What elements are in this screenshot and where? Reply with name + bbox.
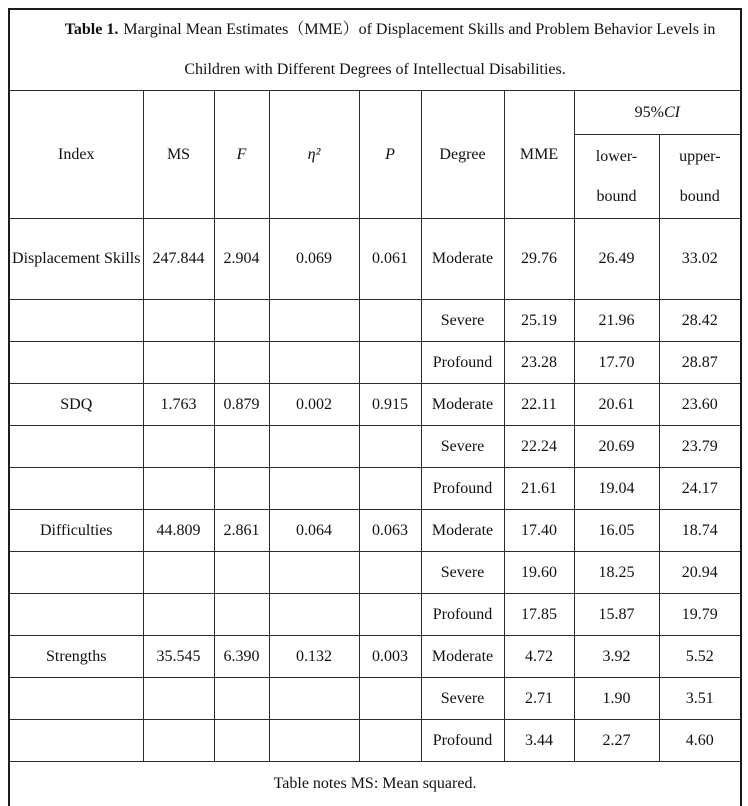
cell-eta2 <box>269 678 359 720</box>
cell-eta2: 0.064 <box>269 510 359 552</box>
cell-lower: 17.70 <box>574 342 659 384</box>
cell-degree: Profound <box>421 594 504 636</box>
table-title-text: Marginal Mean Estimates（MME）of Displacement Skills and Problem Behavior Levels in Children with Different Degrees of Intellectual Disabilities. <box>123 21 716 78</box>
col-header-index: Index <box>9 91 143 219</box>
cell-ms: 44.809 <box>143 510 214 552</box>
cell-eta2 <box>269 426 359 468</box>
cell-mme: 22.24 <box>504 426 574 468</box>
cell-index <box>9 468 143 510</box>
cell-lower: 26.49 <box>574 219 659 300</box>
cell-degree: Profound <box>421 468 504 510</box>
table-row <box>9 219 741 300</box>
cell-upper: 33.02 <box>659 219 741 300</box>
cell-lower: 18.25 <box>574 552 659 594</box>
lower-bound-line2: bound <box>596 187 637 205</box>
cell-degree: Profound <box>421 720 504 762</box>
table-header-row <box>9 91 741 135</box>
table-row <box>9 636 741 678</box>
cell-lower: 2.27 <box>574 720 659 762</box>
cell-lower: 20.69 <box>574 426 659 468</box>
ci-label: CI <box>663 103 680 121</box>
cell-p: 0.003 <box>359 636 421 678</box>
lower-bound-line1: lower- <box>595 147 638 165</box>
cell-p: 0.915 <box>359 384 421 426</box>
cell-mme: 17.40 <box>504 510 574 552</box>
col-header-eta2: η² <box>269 91 359 219</box>
cell-index: Displacement Skills <box>9 219 143 300</box>
table-row <box>9 426 741 468</box>
cell-eta2 <box>269 300 359 342</box>
cell-p: 0.061 <box>359 219 421 300</box>
table-title <box>9 9 741 91</box>
cell-p <box>359 678 421 720</box>
cell-mme: 29.76 <box>504 219 574 300</box>
mme-table <box>8 8 742 806</box>
cell-eta2: 0.069 <box>269 219 359 300</box>
cell-degree: Severe <box>421 678 504 720</box>
cell-lower: 16.05 <box>574 510 659 552</box>
cell-lower: 20.61 <box>574 384 659 426</box>
cell-eta2 <box>269 552 359 594</box>
col-header-f: F <box>214 91 269 219</box>
cell-upper: 5.52 <box>659 636 741 678</box>
table-row <box>9 300 741 342</box>
cell-index: Strengths <box>9 636 143 678</box>
cell-lower: 3.92 <box>574 636 659 678</box>
cell-upper: 4.60 <box>659 720 741 762</box>
cell-p <box>359 552 421 594</box>
upper-bound-line2: bound <box>679 187 720 205</box>
cell-mme: 19.60 <box>504 552 574 594</box>
cell-ms: 35.545 <box>143 636 214 678</box>
table-row <box>9 468 741 510</box>
table-row <box>9 552 741 594</box>
table-row <box>9 720 741 762</box>
table-notes: Table notes MS: Mean squared. <box>9 762 741 806</box>
cell-lower: 21.96 <box>574 300 659 342</box>
col-header-degree: Degree <box>421 91 504 219</box>
cell-eta2 <box>269 594 359 636</box>
cell-ms <box>143 720 214 762</box>
cell-degree: Profound <box>421 342 504 384</box>
cell-degree: Moderate <box>421 384 504 426</box>
cell-ms: 1.763 <box>143 384 214 426</box>
table-row <box>9 678 741 720</box>
cell-degree: Severe <box>421 426 504 468</box>
cell-f: 6.390 <box>214 636 269 678</box>
cell-lower: 19.04 <box>574 468 659 510</box>
col-header-ci-group <box>574 91 741 135</box>
cell-p <box>359 426 421 468</box>
cell-p <box>359 300 421 342</box>
cell-upper: 19.79 <box>659 594 741 636</box>
cell-mme: 17.85 <box>504 594 574 636</box>
cell-mme: 22.11 <box>504 384 574 426</box>
col-header-mme: MME <box>504 91 574 219</box>
col-header-p: P <box>359 91 421 219</box>
cell-degree: Moderate <box>421 219 504 300</box>
cell-mme: 3.44 <box>504 720 574 762</box>
cell-index <box>9 426 143 468</box>
cell-index: SDQ <box>9 384 143 426</box>
table-row <box>9 384 741 426</box>
cell-f <box>214 426 269 468</box>
cell-index <box>9 300 143 342</box>
cell-upper: 23.60 <box>659 384 741 426</box>
cell-degree: Moderate <box>421 636 504 678</box>
table-row <box>9 342 741 384</box>
cell-p <box>359 342 421 384</box>
table-row <box>9 594 741 636</box>
cell-eta2 <box>269 720 359 762</box>
cell-upper: 3.51 <box>659 678 741 720</box>
cell-upper: 23.79 <box>659 426 741 468</box>
cell-mme: 25.19 <box>504 300 574 342</box>
cell-eta2 <box>269 468 359 510</box>
cell-f: 2.904 <box>214 219 269 300</box>
cell-f <box>214 678 269 720</box>
cell-eta2: 0.002 <box>269 384 359 426</box>
cell-mme: 21.61 <box>504 468 574 510</box>
cell-p <box>359 720 421 762</box>
cell-upper: 28.87 <box>659 342 741 384</box>
cell-index <box>9 342 143 384</box>
cell-index <box>9 720 143 762</box>
cell-ms <box>143 300 214 342</box>
cell-f <box>214 552 269 594</box>
cell-f <box>214 594 269 636</box>
cell-f <box>214 300 269 342</box>
table-row <box>9 9 741 91</box>
cell-p <box>359 468 421 510</box>
cell-ms <box>143 426 214 468</box>
cell-ms <box>143 594 214 636</box>
cell-ms <box>143 552 214 594</box>
cell-mme: 23.28 <box>504 342 574 384</box>
ci-prefix: 95% <box>634 103 664 121</box>
cell-p <box>359 594 421 636</box>
cell-degree: Severe <box>421 552 504 594</box>
cell-degree: Moderate <box>421 510 504 552</box>
table-title-label: Table 1. <box>64 21 119 38</box>
cell-upper: 24.17 <box>659 468 741 510</box>
cell-f <box>214 342 269 384</box>
table-row <box>9 510 741 552</box>
cell-lower: 1.90 <box>574 678 659 720</box>
cell-eta2 <box>269 342 359 384</box>
cell-degree: Severe <box>421 300 504 342</box>
cell-ms <box>143 342 214 384</box>
cell-mme: 2.71 <box>504 678 574 720</box>
cell-ms <box>143 678 214 720</box>
cell-lower: 15.87 <box>574 594 659 636</box>
cell-f <box>214 468 269 510</box>
cell-eta2: 0.132 <box>269 636 359 678</box>
col-header-ms: MS <box>143 91 214 219</box>
col-header-lower-bound <box>574 135 659 219</box>
cell-f: 2.861 <box>214 510 269 552</box>
cell-p: 0.063 <box>359 510 421 552</box>
col-header-upper-bound <box>659 135 741 219</box>
cell-upper: 20.94 <box>659 552 741 594</box>
cell-f: 0.879 <box>214 384 269 426</box>
cell-upper: 18.74 <box>659 510 741 552</box>
upper-bound-line1: upper- <box>679 147 721 165</box>
cell-f <box>214 720 269 762</box>
cell-index <box>9 678 143 720</box>
cell-index <box>9 594 143 636</box>
cell-upper: 28.42 <box>659 300 741 342</box>
cell-mme: 4.72 <box>504 636 574 678</box>
cell-index: Difficulties <box>9 510 143 552</box>
cell-ms: 247.844 <box>143 219 214 300</box>
table-row <box>9 762 741 806</box>
cell-index <box>9 552 143 594</box>
cell-ms <box>143 468 214 510</box>
